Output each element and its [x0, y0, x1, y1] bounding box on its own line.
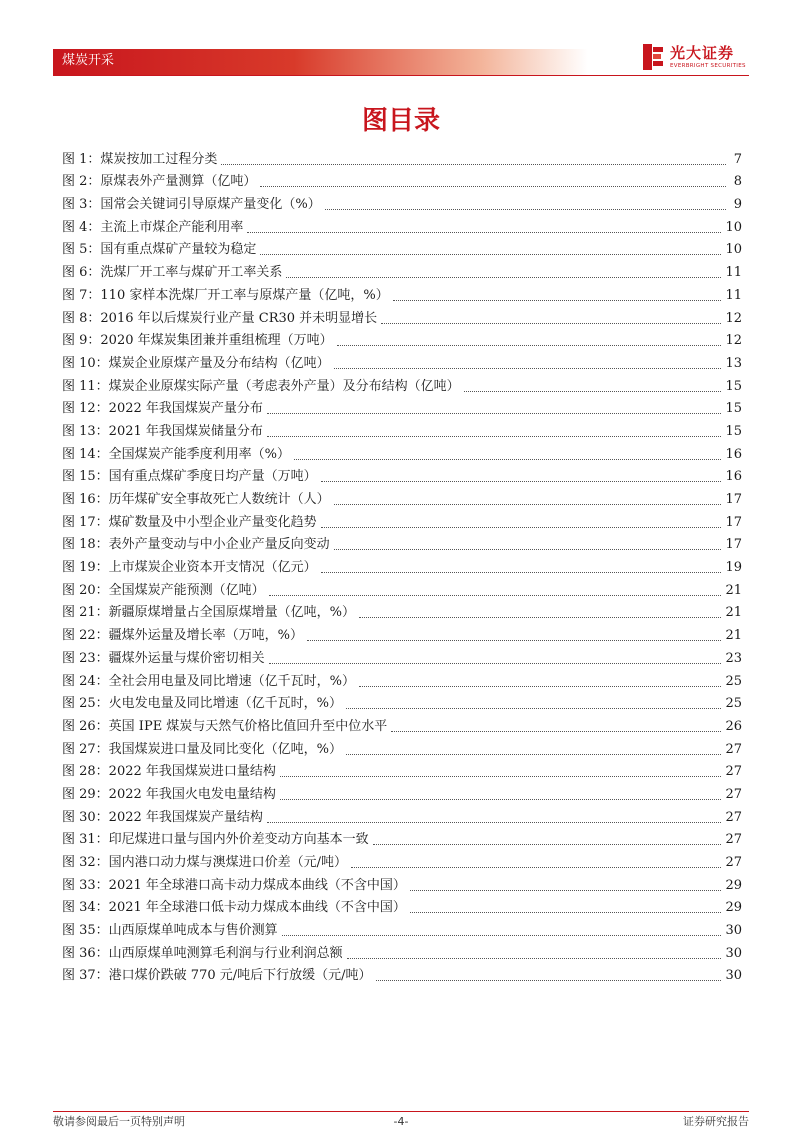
- toc-dot-leader: [346, 753, 721, 755]
- toc-entry[interactable]: [62, 667, 742, 690]
- logo-english-name: EVERBRIGHT SECURITIES: [670, 63, 746, 69]
- toc-entry[interactable]: [62, 349, 742, 372]
- toc-entry-label[interactable]: 图 15：国有重点煤矿季度日均产量（万吨）: [62, 469, 317, 485]
- header-band: [53, 49, 588, 75]
- toc-dot-leader: [321, 526, 722, 528]
- toc-dot-leader: [221, 163, 726, 165]
- toc-dot-leader: [280, 775, 722, 777]
- toc-dot-leader: [351, 866, 721, 868]
- toc-entry[interactable]: [62, 894, 742, 917]
- toc-dot-leader: [373, 843, 722, 845]
- toc-dot-leader: [393, 299, 722, 301]
- toc-entry-label[interactable]: 图 19：上市煤炭企业资本开支情况（亿元）: [62, 560, 317, 576]
- toc-dot-leader: [282, 934, 722, 936]
- toc-entry-label[interactable]: 图 37：港口煤价跌破 770 元/吨后下行放缓（元/吨）: [62, 968, 372, 984]
- page-title: 图目录: [361, 106, 440, 136]
- toc-entry-page[interactable]: 17: [725, 537, 742, 553]
- toc-entry-page[interactable]: 8: [733, 174, 742, 190]
- toc-entry-label[interactable]: 图 11：煤炭企业原煤实际产量（考虑表外产量）及分布结构（亿吨）: [62, 378, 460, 394]
- toc-dot-leader: [269, 594, 722, 596]
- toc-entry-label[interactable]: 图 17：煤矿数量及中小型企业产量变化趋势: [62, 514, 317, 530]
- toc-entry[interactable]: [62, 803, 742, 826]
- toc-dot-leader: [359, 616, 721, 618]
- toc-entry-page[interactable]: 23: [725, 650, 742, 666]
- toc-entry[interactable]: [62, 417, 742, 440]
- toc-entry-label[interactable]: 图 27：我国煤炭进口量及同比变化（亿吨，%）: [62, 741, 343, 757]
- toc-entry-page[interactable]: 13: [725, 355, 742, 371]
- everbright-logo-icon: [641, 43, 665, 71]
- toc-dot-leader: [334, 548, 722, 550]
- toc-dot-leader: [391, 730, 721, 732]
- toc-entry-page[interactable]: 17: [725, 492, 742, 507]
- toc-dot-leader: [410, 911, 722, 913]
- toc-entry[interactable]: [62, 304, 742, 327]
- toc-entry-label[interactable]: 图 22：疆煤外运量及增长率（万吨，%）: [62, 628, 304, 644]
- toc-entry-label[interactable]: 图 8：2016 年以后煤炭行业产量 CR30 并未明显增长: [62, 310, 378, 326]
- toc-dot-leader: [337, 344, 722, 346]
- toc-entry-page[interactable]: 25: [725, 673, 742, 689]
- toc-entry-page[interactable]: 27: [725, 832, 742, 848]
- toc-entry[interactable]: [62, 962, 742, 985]
- toc-entry-label[interactable]: 图 12：2022 年我国煤炭产量分布: [62, 401, 263, 417]
- toc-entry-page[interactable]: 30: [725, 923, 742, 939]
- footer-disclaimer: 敬请参阅最后一页特别声明: [53, 1115, 185, 1128]
- toc-dot-leader: [269, 662, 722, 664]
- toc-entry[interactable]: [62, 848, 742, 871]
- page-number: -4-: [393, 1115, 409, 1128]
- toc-entry[interactable]: [62, 236, 742, 259]
- toc-entry-page[interactable]: 15: [725, 401, 742, 417]
- toc-dot-leader: [346, 707, 721, 709]
- toc-entry[interactable]: [62, 939, 742, 962]
- toc-entry[interactable]: [62, 758, 742, 781]
- toc-dot-leader: [410, 889, 722, 891]
- logo-chinese-name: 光大证券: [670, 44, 735, 62]
- toc-entry[interactable]: [62, 871, 742, 894]
- header-divider: [53, 75, 749, 76]
- toc-entry[interactable]: [62, 690, 742, 713]
- footer-divider: [53, 1111, 749, 1112]
- toc-entry[interactable]: [62, 826, 742, 849]
- toc-entry-page[interactable]: 21: [725, 582, 742, 598]
- toc-entry-label[interactable]: 图 10：煤炭企业原煤产量及分布结构（亿吨）: [62, 355, 330, 371]
- toc-entry-label[interactable]: 图 34：2021 年全球港口低卡动力煤成本曲线（不含中国）: [62, 900, 406, 916]
- toc-entry-label[interactable]: 图 29：2022 年我国火电发电量结构: [62, 786, 276, 802]
- toc-entry[interactable]: [62, 712, 742, 735]
- toc-dot-leader: [267, 821, 722, 823]
- toc-entry-page[interactable]: 27: [725, 764, 742, 780]
- toc-entry-label[interactable]: 图 23：疆煤外运量与煤价密切相关: [62, 650, 265, 666]
- toc-dot-leader: [247, 231, 721, 233]
- toc-entry-page[interactable]: 27: [725, 809, 742, 825]
- toc-entry-label[interactable]: 图 7：110 家样本洗煤厂开工率与原煤产量（亿吨，%）: [62, 287, 389, 303]
- toc-entry-page[interactable]: 12: [725, 310, 742, 326]
- toc-entry-label[interactable]: 图 16：历年煤矿安全事故死亡人数统计（人）: [62, 492, 330, 507]
- toc-dot-leader: [381, 322, 721, 324]
- toc-dot-leader: [321, 480, 722, 482]
- toc-entry-label[interactable]: 图 25：火电发电量及同比增速（亿千瓦时，%）: [62, 696, 343, 712]
- toc-entry-label[interactable]: 图 3：国常会关键词引导原煤产量变化（%）: [62, 197, 321, 213]
- toc-entry-page[interactable]: 30: [725, 945, 742, 961]
- toc-entry-label[interactable]: 图 14：全国煤炭产能季度利用率（%）: [62, 446, 291, 462]
- toc-entry-label[interactable]: 图 21：新疆原煤增量占全国原煤增量（亿吨，%）: [62, 605, 356, 621]
- toc-entry-label[interactable]: 图 32：国内港口动力煤与澳煤进口价差（元/吨）: [62, 855, 348, 870]
- toc-entry[interactable]: [62, 553, 742, 576]
- toc-entry-label[interactable]: 图 1：煤炭按加工过程分类: [62, 151, 218, 167]
- toc-entry[interactable]: [62, 463, 742, 486]
- toc-entry-page[interactable]: 25: [725, 696, 742, 712]
- toc-entry-label[interactable]: 图 31：印尼煤进口量与国内外价差变动方向基本一致: [62, 832, 369, 848]
- toc-entry-page[interactable]: 16: [725, 469, 742, 485]
- toc-entry-page[interactable]: 29: [725, 877, 742, 893]
- toc-entry-label[interactable]: 图 18：表外产量变动与中小企业产量反向变动: [62, 537, 330, 553]
- toc-dot-leader: [267, 412, 722, 414]
- toc-entry[interactable]: [62, 644, 742, 667]
- toc-entry-page[interactable]: 17: [725, 514, 742, 530]
- toc-entry-label[interactable]: 图 9：2020 年煤炭集团兼并重组梳理（万吨）: [62, 333, 333, 349]
- toc-entry-page[interactable]: 15: [725, 423, 742, 439]
- toc-entry-page[interactable]: 21: [725, 628, 742, 644]
- toc-entry-label[interactable]: 图 33：2021 年全球港口高卡动力煤成本曲线（不含中国）: [62, 877, 406, 893]
- toc-entry-page[interactable]: 15: [725, 378, 742, 394]
- toc-dot-leader: [334, 367, 722, 369]
- toc-entry-page[interactable]: 27: [725, 786, 742, 802]
- toc-entry-page[interactable]: 7: [733, 151, 742, 167]
- toc-entry[interactable]: [62, 395, 742, 418]
- toc-entry-page[interactable]: 29: [725, 900, 742, 916]
- toc-entry-label[interactable]: 图 36：山西原煤单吨测算毛利润与行业利润总额: [62, 945, 343, 961]
- toc-dot-leader: [260, 253, 721, 255]
- toc-entry-label[interactable]: 图 30：2022 年我国煤炭产量结构: [62, 809, 263, 825]
- toc-entry-page[interactable]: 19: [725, 560, 742, 576]
- toc-entry-page[interactable]: 11: [725, 287, 742, 303]
- toc-entry[interactable]: [62, 168, 742, 191]
- toc-entry-page[interactable]: 10: [725, 242, 742, 258]
- toc-entry[interactable]: [62, 372, 742, 395]
- toc-entry[interactable]: [62, 190, 742, 213]
- toc-dot-leader: [286, 276, 721, 278]
- toc-entry[interactable]: [62, 780, 742, 803]
- toc-entry-label[interactable]: 图 24：全社会用电量及同比增速（亿千瓦时，%）: [62, 673, 356, 689]
- toc-entry-label[interactable]: 图 26：英国 IPE 煤炭与天然气价格比值回升至中位水平: [62, 718, 388, 734]
- toc-dot-leader: [307, 639, 721, 641]
- toc-entry[interactable]: [62, 599, 742, 622]
- toc-entry-label[interactable]: 图 5：国有重点煤矿产量较为稳定: [62, 242, 257, 258]
- toc-dot-leader: [280, 798, 722, 800]
- toc-entry-page[interactable]: 10: [725, 219, 742, 235]
- toc-dot-leader: [347, 957, 722, 959]
- toc-entry[interactable]: [62, 916, 742, 939]
- toc-entry-page[interactable]: 12: [725, 333, 742, 349]
- toc-entry[interactable]: [62, 485, 742, 508]
- toc-dot-leader: [321, 571, 722, 573]
- toc-entry-page[interactable]: 27: [725, 855, 742, 870]
- toc-entry[interactable]: [62, 327, 742, 350]
- toc-entry-page[interactable]: 21: [725, 605, 742, 621]
- section-label: 煤炭开采: [62, 53, 115, 68]
- figure-toc-list: [62, 145, 742, 984]
- toc-entry-label[interactable]: 图 4：主流上市煤企产能利用率: [62, 219, 244, 235]
- toc-entry[interactable]: [62, 258, 742, 281]
- toc-entry[interactable]: [62, 576, 742, 599]
- toc-entry[interactable]: [62, 213, 742, 236]
- toc-dot-leader: [464, 390, 722, 392]
- toc-entry-label[interactable]: 图 28：2022 年我国煤炭进口量结构: [62, 764, 276, 780]
- toc-dot-leader: [260, 185, 726, 187]
- toc-entry[interactable]: [62, 281, 742, 304]
- toc-dot-leader: [334, 503, 722, 505]
- toc-dot-leader: [267, 435, 722, 437]
- toc-entry[interactable]: [62, 508, 742, 531]
- toc-entry[interactable]: [62, 531, 742, 554]
- toc-entry-page[interactable]: 9: [733, 197, 742, 213]
- toc-entry-label[interactable]: 图 35：山西原煤单吨成本与售价测算: [62, 923, 278, 939]
- toc-dot-leader: [359, 685, 721, 687]
- toc-entry-page[interactable]: 27: [725, 741, 742, 757]
- toc-entry[interactable]: [62, 735, 742, 758]
- toc-entry-label[interactable]: 图 2：原煤表外产量测算（亿吨）: [62, 174, 257, 190]
- toc-entry-label[interactable]: 图 13：2021 年我国煤炭储量分布: [62, 423, 263, 439]
- toc-entry-page[interactable]: 11: [725, 265, 742, 281]
- toc-entry[interactable]: [62, 440, 742, 463]
- toc-entry-page[interactable]: 26: [725, 718, 742, 734]
- toc-entry[interactable]: [62, 621, 742, 644]
- toc-entry-label[interactable]: 图 20：全国煤炭产能预测（亿吨）: [62, 582, 265, 598]
- footer-report-type: 证券研究报告: [683, 1115, 749, 1128]
- toc-entry-label[interactable]: 图 6：洗煤厂开工率与煤矿开工率关系: [62, 265, 283, 281]
- toc-dot-leader: [294, 458, 721, 460]
- toc-entry[interactable]: [62, 145, 742, 168]
- toc-dot-leader: [325, 208, 726, 210]
- toc-dot-leader: [376, 979, 722, 981]
- toc-entry-page[interactable]: 30: [725, 968, 742, 984]
- brand-logo: [641, 42, 751, 74]
- toc-entry-page[interactable]: 16: [725, 446, 742, 462]
